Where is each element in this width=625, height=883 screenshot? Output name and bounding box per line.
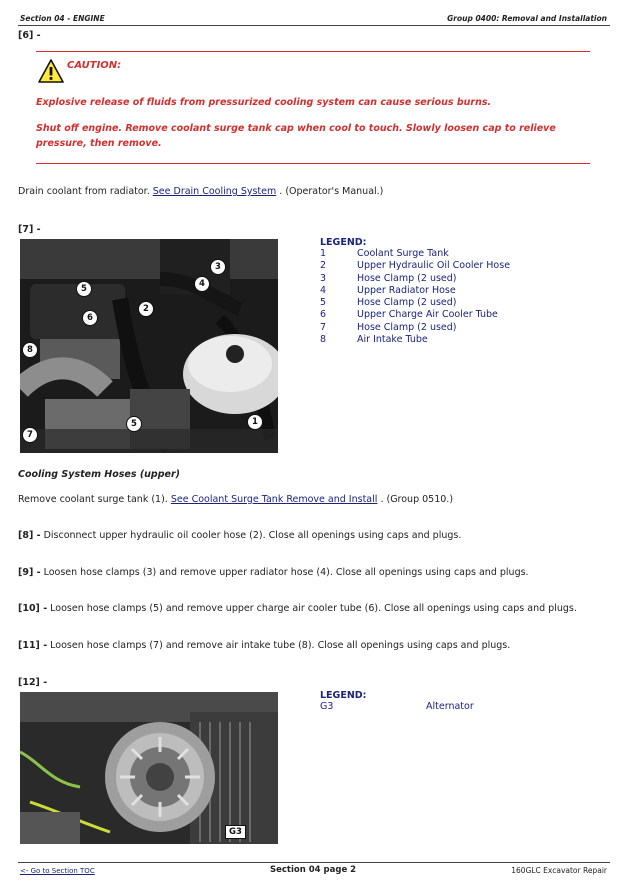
step-7-label: [7] - bbox=[18, 224, 41, 235]
legend-item: 1 Coolant Surge Tank bbox=[320, 248, 449, 259]
legend-item: 2 Upper Hydraulic Oil Cooler Hose bbox=[320, 260, 511, 272]
legend-item: 7 Hose Clamp (2 used) bbox=[320, 321, 457, 333]
step-11: [11] - Loosen hose clamps (7) and remove air intake tube (8). Close all openings using caps and plugs. bbox=[18, 640, 511, 651]
callout-2: 2 bbox=[138, 301, 154, 317]
footer-divider bbox=[18, 862, 610, 863]
caution-bottom-rule bbox=[36, 163, 590, 164]
section-toc-link[interactable]: <- Go to Section TOC bbox=[20, 867, 95, 875]
step-9: [9] - Loosen hose clamps (3) and remove upper radiator hose (4). Close all openings using caps and plugs. bbox=[18, 567, 529, 578]
alternator-photo bbox=[20, 692, 278, 844]
figure-caption: Cooling System Hoses (upper) bbox=[18, 469, 181, 480]
legend-item: G3 Alternator bbox=[320, 701, 474, 712]
callout-7: 7 bbox=[22, 427, 38, 443]
step-8: [8] - Disconnect upper hydraulic oil cooler hose (2). Close all openings using caps and plugs. bbox=[18, 530, 462, 541]
document-title: 160GLC Excavator Repair bbox=[511, 866, 607, 875]
caution-warning-line-2: Shut off engine. Remove coolant surge tank cap when cool to touch. Slowly loosen cap to relieve pressure, then remove. bbox=[36, 123, 556, 149]
step-7-instruction: Remove coolant surge tank (1). See Coolant Surge Tank Remove and Install . (Group 0510.) bbox=[18, 494, 454, 505]
callout-8: 8 bbox=[22, 342, 38, 358]
cooling-hoses-photo bbox=[20, 239, 278, 453]
callout-1: 1 bbox=[247, 414, 263, 430]
warning-icon bbox=[38, 58, 64, 84]
step-12-legend bbox=[320, 690, 600, 713]
step-6-label: [6] - bbox=[18, 30, 41, 41]
surge-tank-remove-install-link[interactable]: See Coolant Surge Tank Remove and Install bbox=[170, 494, 378, 505]
legend-item: 3 Hose Clamp (2 used) bbox=[320, 272, 457, 284]
callout-6: 6 bbox=[82, 310, 98, 326]
callout-4: 4 bbox=[194, 276, 210, 292]
page-number: Section 04 page 2 bbox=[270, 865, 357, 875]
header-divider bbox=[18, 25, 610, 26]
legend-item: 5 Hose Clamp (2 used) bbox=[320, 297, 457, 309]
caution-title: CAUTION: bbox=[67, 60, 122, 71]
step-12-label: [12] - bbox=[18, 677, 48, 688]
step-6-instruction: Drain coolant from radiator. See Drain Cooling System . (Operator's Manual.) bbox=[18, 186, 384, 197]
callout-3: 3 bbox=[210, 259, 226, 275]
step-7-legend bbox=[320, 237, 600, 346]
legend-title: LEGEND: bbox=[320, 690, 367, 701]
legend-item: 4 Upper Radiator Hose bbox=[320, 284, 456, 296]
step-10: [10] - Loosen hose clamps (5) and remove upper charge air cooler tube (6). Close all openings using caps and plugs. bbox=[18, 603, 577, 614]
caution-top-rule bbox=[36, 51, 590, 52]
legend-title: LEGEND: bbox=[320, 237, 367, 248]
callout-5-bottom: 5 bbox=[126, 416, 142, 432]
photo-tag-g3: G3 bbox=[225, 825, 246, 839]
legend-item: 6 Upper Charge Air Cooler Tube bbox=[320, 309, 498, 321]
group-header: Group 0400: Removal and Installation bbox=[447, 14, 607, 23]
callout-5-top: 5 bbox=[76, 281, 92, 297]
caution-warning-line-1: Explosive release of fluids from pressurized cooling system can cause serious burns. bbox=[36, 97, 492, 108]
alternator-illustration bbox=[20, 692, 278, 844]
engine-bay-illustration bbox=[20, 239, 278, 453]
legend-item: 8 Air Intake Tube bbox=[320, 334, 428, 346]
section-header: Section 04 - ENGINE bbox=[20, 14, 105, 23]
drain-cooling-system-link[interactable]: See Drain Cooling System bbox=[152, 186, 277, 197]
